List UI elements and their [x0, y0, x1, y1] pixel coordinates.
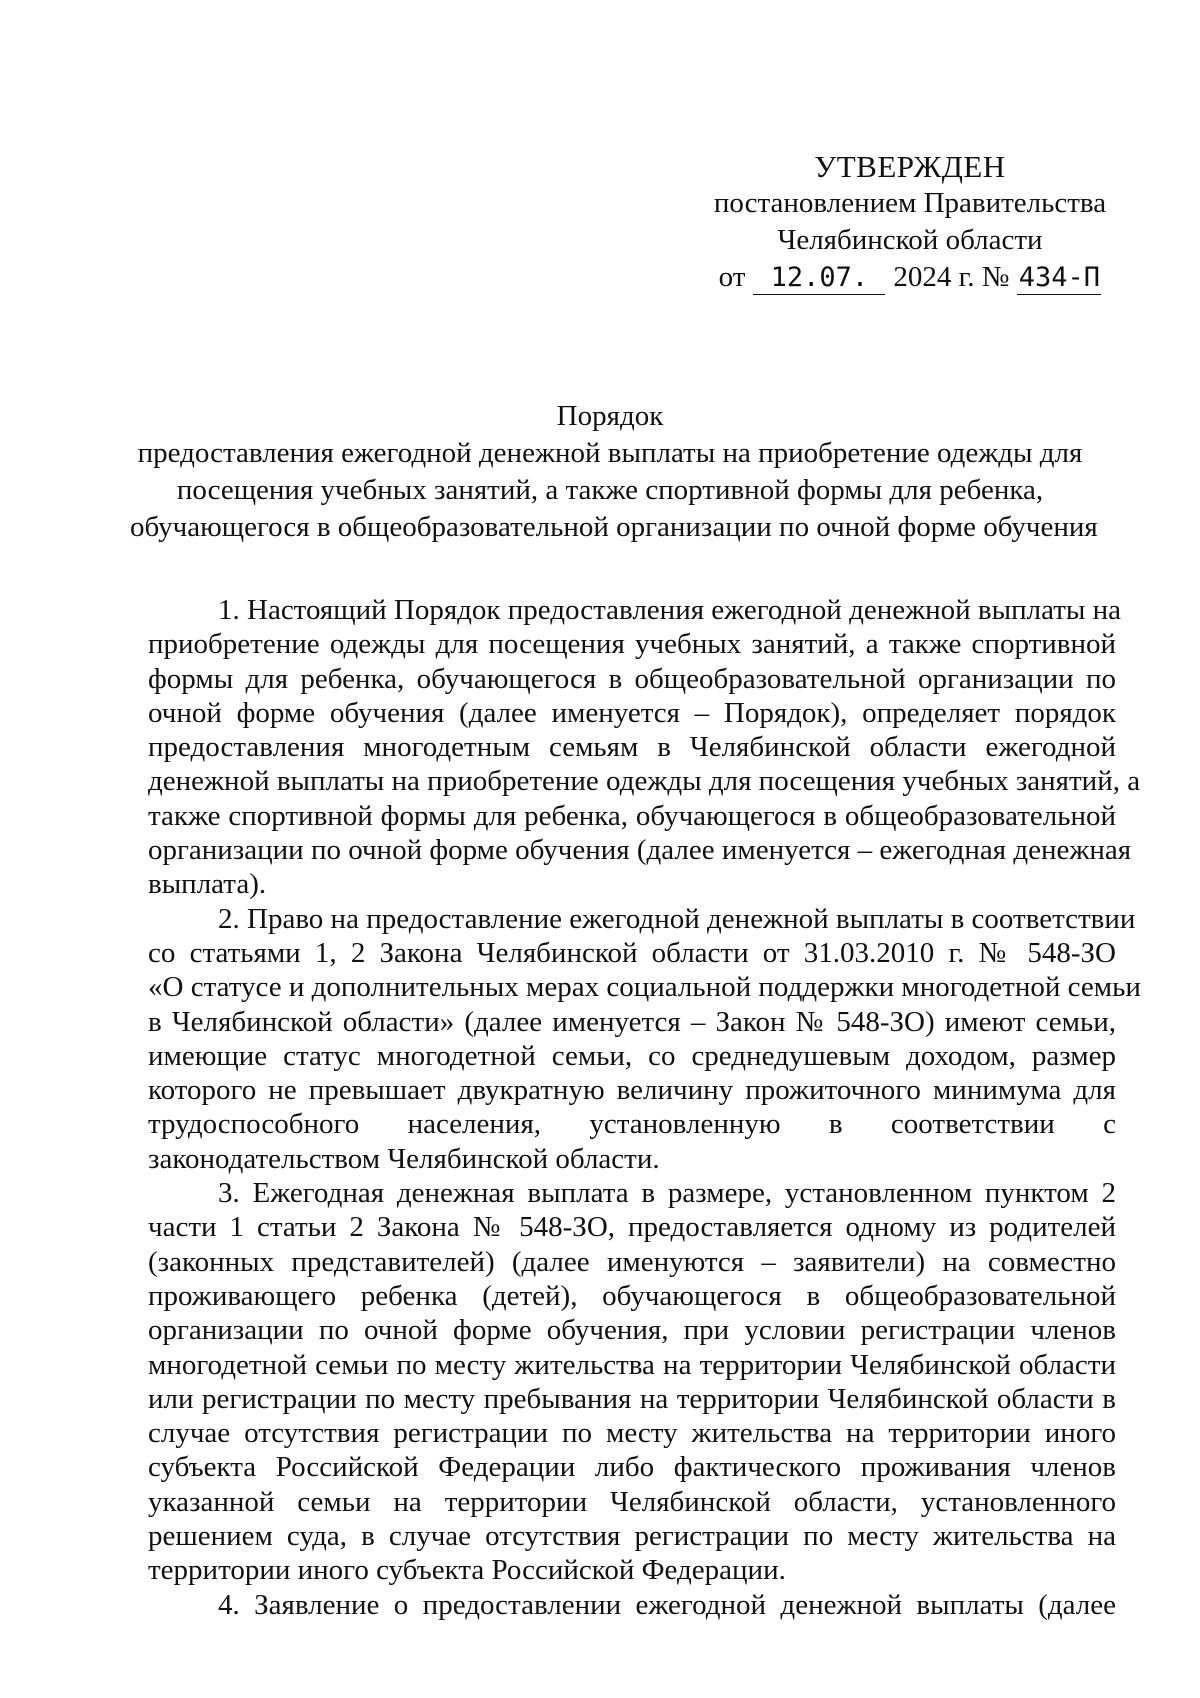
paragraph-line: приобретение одежды для посещения учебных занятий, а также спортивной: [148, 628, 1116, 661]
paragraph-line: субъекта Российской Федерации либо фактического проживания членов: [148, 1451, 1116, 1484]
approval-number: 434-П: [1018, 262, 1101, 293]
paragraph-4: [148, 1588, 1116, 1622]
paragraph-line: имеющие статус многодетной семьи, со среднедушевым доходом, размер: [148, 1039, 1116, 1072]
paragraph-line: организации по очной форме обучения (далее именуется – ежегодная денежная: [148, 834, 1132, 867]
approval-date: 12.07.: [753, 262, 885, 295]
document-title: [130, 398, 1098, 546]
paragraph-line: территории иного субъекта Российской Федерации.: [148, 1554, 786, 1587]
paragraph-line: законодательством Челябинской области.: [148, 1142, 660, 1175]
approval-year: 2024 г. №: [893, 261, 1010, 293]
paragraph-line: предоставления многодетным семьям в Челябинской области ежегодной: [148, 731, 1116, 764]
approval-line-1: постановлением Правительства: [713, 187, 1107, 219]
paragraph-line: организации по очной форме обучения, при условии регистрации членов: [148, 1314, 1116, 1347]
paragraph-line: (законных представителей) (далее именуются – заявители) на совместно: [148, 1245, 1116, 1278]
paragraph-line: денежной выплаты на приобретение одежды для посещения учебных занятий, а: [148, 765, 1141, 798]
paragraph-line: или регистрации по месту пребывания на территории Челябинской области в: [148, 1382, 1116, 1415]
paragraph-line: также спортивной формы для ребенка, обучающегося в общеобразовательной: [148, 799, 1116, 832]
paragraph-line: очной форме обучения (далее именуется – Порядок), определяет порядок: [148, 696, 1116, 729]
date-prefix: от: [718, 261, 746, 293]
approval-date-line: [700, 259, 1120, 296]
title-heading: Порядок: [556, 400, 664, 432]
approval-stamp: [700, 148, 1120, 296]
paragraph-3: [148, 1176, 1116, 1588]
paragraph-line: в Челябинской области» (далее именуется – Закон № 548-ЗО) имеют семьи,: [148, 1005, 1116, 1038]
paragraph-1: [148, 593, 1141, 902]
paragraph-line: которого не превышает двукратную величину прожиточного минимума для: [148, 1074, 1116, 1107]
paragraph-line: решением суда, в случае отсутствия регистрации по месту жительства на: [148, 1520, 1116, 1553]
paragraph-line: трудоспособного населения, установленную в соответствии с: [148, 1108, 1116, 1141]
paragraph-line: указанной семьи на территории Челябинской области, установленного: [148, 1485, 1116, 1518]
document-body: [148, 593, 1141, 1622]
paragraph-line: случае отсутствия регистрации по месту жительства на территории иного: [148, 1417, 1116, 1450]
paragraph-line: многодетной семьи по месту жительства на территории Челябинской области: [148, 1348, 1116, 1381]
title-line: посещения учебных занятий, а также спортивной формы для ребенка,: [176, 474, 1044, 506]
approval-heading: УТВЕРЖДЕН: [814, 149, 1006, 184]
paragraph-line: проживающего ребенка (детей), обучающегося в общеобразовательной: [148, 1279, 1116, 1312]
paragraph-line: со статьями 1, 2 Закона Челябинской области от 31.03.2010 г. № 548-ЗО: [148, 936, 1116, 969]
title-line: обучающегося в общеобразовательной организации по очной форме обучения: [130, 511, 1098, 543]
paragraph-line: 1. Настоящий Порядок предоставления ежегодной денежной выплаты на: [218, 594, 1122, 626]
title-line: предоставления ежегодной денежной выплаты на приобретение одежды для: [137, 437, 1083, 469]
paragraph-line: части 1 статьи 2 Закона № 548-ЗО, предоставляется одному из родителей: [148, 1211, 1116, 1244]
paragraph-line: формы для ребенка, обучающегося в общеобразовательной организации по: [148, 662, 1116, 695]
paragraph-line: 2. Право на предоставление ежегодной денежной выплаты в соответствии: [218, 902, 1136, 935]
paragraph-line: выплата).: [148, 868, 267, 901]
paragraph-line: «О статусе и дополнительных мерах социальной поддержки многодетной семьи: [148, 971, 1141, 1004]
paragraph-2: [148, 902, 1141, 1176]
paragraph-line: 4. Заявление о предоставлении ежегодной денежной выплаты (далее: [218, 1588, 1116, 1621]
paragraph-line: 3. Ежегодная денежная выплата в размере, установленном пунктом 2: [218, 1177, 1116, 1210]
approval-line-2: Челябинской области: [777, 224, 1043, 256]
